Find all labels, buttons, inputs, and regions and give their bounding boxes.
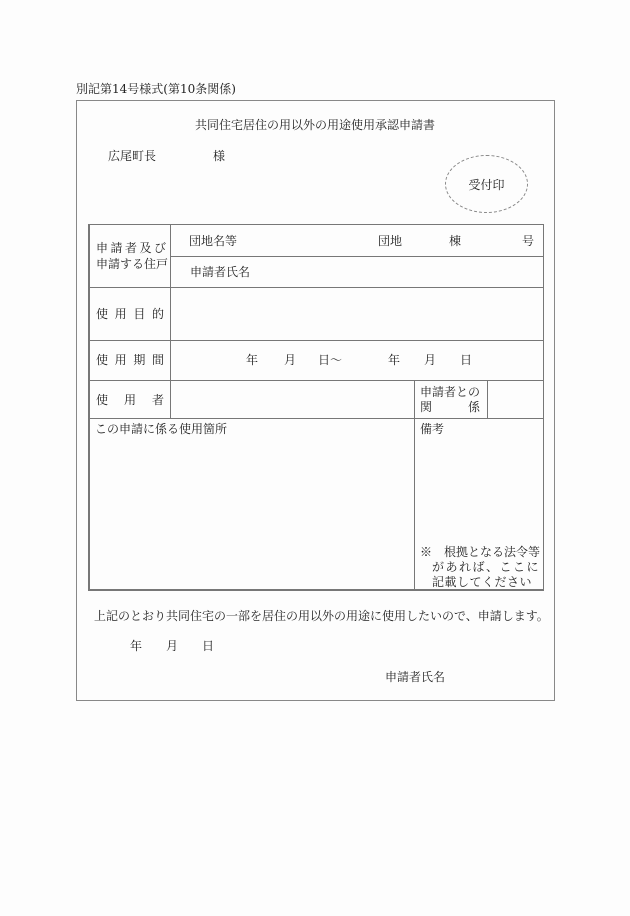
label-char: 請 bbox=[110, 241, 123, 255]
label-char: 間 bbox=[151, 353, 164, 367]
usage-location-field[interactable] bbox=[91, 440, 413, 588]
period-start-year: 年 bbox=[246, 353, 259, 367]
label-char: 者 bbox=[124, 241, 137, 255]
date-day: 日 bbox=[202, 639, 215, 653]
label-char: 及 bbox=[139, 241, 152, 255]
remarks-note-line2: があれば、ここに bbox=[432, 560, 541, 574]
table-border-left bbox=[88, 224, 90, 590]
remarks-note-line3: 記載してください bbox=[432, 575, 533, 589]
date-year: 年 bbox=[130, 639, 143, 653]
declaration-text: 上記のとおり共同住宅の一部を居住の用以外の用途に使用したいので、申請します。 bbox=[94, 609, 549, 623]
applicant-label bbox=[96, 242, 168, 270]
table-border-top bbox=[88, 224, 544, 225]
label-char: 者 bbox=[151, 393, 164, 407]
remarks-note bbox=[420, 545, 540, 590]
purpose-field[interactable] bbox=[172, 288, 542, 339]
housing-name-label: 団地名等 bbox=[189, 234, 238, 248]
label-char: び bbox=[153, 241, 166, 255]
applicant-label-line2: 申請する住戸 bbox=[96, 257, 169, 271]
period-start-day: 日〜 bbox=[318, 353, 343, 367]
relation-label-line1: 申請者との bbox=[420, 385, 481, 399]
gou-label: 号 bbox=[522, 234, 535, 248]
table-divider bbox=[170, 256, 544, 257]
honorific: 様 bbox=[213, 149, 226, 163]
table-divider bbox=[170, 224, 171, 418]
label-char: 用 bbox=[114, 307, 127, 321]
label-char: 用 bbox=[123, 393, 136, 407]
remarks-label: 備考 bbox=[420, 422, 445, 436]
user-field[interactable] bbox=[172, 381, 413, 417]
label-char: 関 bbox=[420, 400, 433, 414]
relation-label bbox=[420, 386, 480, 413]
usage-location-label: この申請に係る使用箇所 bbox=[95, 422, 228, 436]
period-start-month: 月 bbox=[284, 353, 297, 367]
reception-stamp-area bbox=[445, 155, 528, 213]
label-char: 使 bbox=[96, 353, 109, 367]
label-char: 的 bbox=[151, 307, 164, 321]
label-char: 係 bbox=[467, 400, 480, 414]
purpose-label bbox=[96, 308, 164, 320]
form-title: 共同住宅居住の用以外の用途使用承認申請書 bbox=[194, 118, 435, 132]
label-char: 使 bbox=[96, 307, 109, 321]
tou-label: 棟 bbox=[449, 234, 462, 248]
period-end-month: 月 bbox=[424, 353, 437, 367]
date-month: 月 bbox=[166, 639, 179, 653]
user-label bbox=[96, 394, 164, 406]
table-divider bbox=[487, 380, 488, 418]
label-char: 使 bbox=[96, 393, 109, 407]
applicant-name-label: 申請者氏名 bbox=[190, 265, 251, 279]
label-char: 用 bbox=[114, 353, 127, 367]
danchi-label: 団地 bbox=[378, 234, 403, 248]
signature-label: 申請者氏名 bbox=[385, 670, 446, 684]
table-divider bbox=[88, 418, 544, 419]
table-divider bbox=[88, 340, 544, 341]
table-border-right bbox=[543, 224, 544, 590]
stamp-label: 受付印 bbox=[468, 177, 505, 192]
period-end-day: 日 bbox=[460, 353, 473, 367]
addressee: 広尾町長 bbox=[108, 149, 157, 163]
table-divider bbox=[414, 380, 415, 590]
relation-field[interactable] bbox=[489, 381, 542, 417]
label-char: 申 bbox=[96, 241, 109, 255]
label-char: 期 bbox=[133, 353, 146, 367]
remarks-note-line1: ※ 根拠となる法令等 bbox=[420, 545, 541, 559]
form-caption: 別記第14号様式(第10条関係) bbox=[76, 82, 236, 96]
period-label bbox=[96, 354, 164, 366]
period-end-year: 年 bbox=[388, 353, 401, 367]
label-char: 目 bbox=[133, 307, 146, 321]
